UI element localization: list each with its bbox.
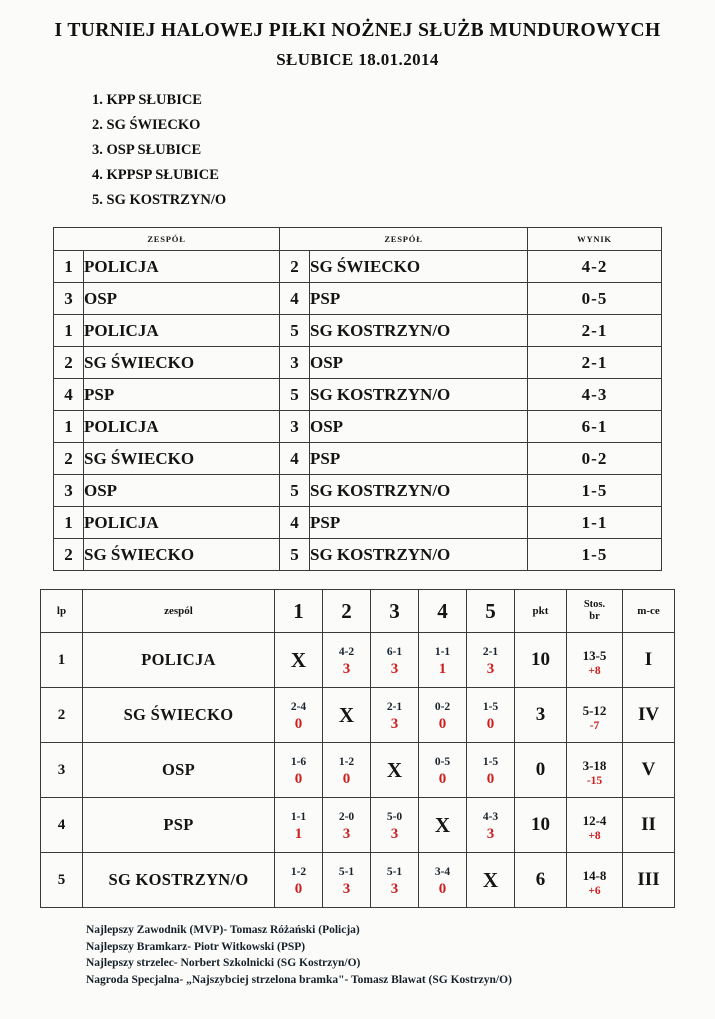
table-row <box>41 798 675 853</box>
match-score: 6-1 <box>528 411 662 443</box>
header-opponent-4: 4 <box>419 590 467 633</box>
list-item: 4. KPPSP SŁUBICE <box>92 167 219 183</box>
standings-cell <box>467 853 515 908</box>
match-score: 0-5 <box>528 283 662 315</box>
document-title <box>0 0 715 70</box>
header-goal-ratio-line2: br <box>589 611 600 622</box>
match-num-2: 5 <box>280 315 310 347</box>
match-team-1: PSP <box>84 379 280 411</box>
match-score: 1-1 <box>528 507 662 539</box>
standings-cell <box>323 688 371 743</box>
goal-ratio: 3-18 <box>582 757 607 773</box>
standings-cell <box>371 798 419 853</box>
table-row <box>41 688 675 743</box>
cell-points: 3 <box>342 880 351 897</box>
cell-result: 5-0 <box>386 810 403 823</box>
match-num-2: 4 <box>280 283 310 315</box>
match-team-1: POLICJA <box>84 315 280 347</box>
table-row <box>54 443 662 475</box>
table-header-row <box>54 228 662 251</box>
header-points: pkt <box>515 590 567 633</box>
match-num-1: 1 <box>54 507 84 539</box>
cell-result: 3-4 <box>434 865 451 878</box>
standings-rank: 1 <box>41 633 83 688</box>
match-num-1: 1 <box>54 251 84 283</box>
standings-rank: 5 <box>41 853 83 908</box>
cell-result: 1-6 <box>290 755 307 768</box>
standings-rank: 4 <box>41 798 83 853</box>
standings-cell <box>275 743 323 798</box>
standings-points: 10 <box>515 633 567 688</box>
table-row <box>41 853 675 908</box>
match-team-2: OSP <box>310 347 528 379</box>
cell-points: 1 <box>438 660 447 677</box>
cell-points: 3 <box>390 715 399 732</box>
match-team-2: SG ŚWIECKO <box>310 251 528 283</box>
cell-result: 2-4 <box>290 700 307 713</box>
x-marker: X <box>386 758 403 782</box>
list-item: 2. SG ŚWIECKO <box>92 117 201 133</box>
match-team-2: SG KOSTRZYN/O <box>310 315 528 347</box>
standings-cell <box>371 743 419 798</box>
goal-ratio: 13-5 <box>582 647 607 663</box>
standings-place: IV <box>623 688 675 743</box>
cell-points: 0 <box>438 715 447 732</box>
cell-result: 0-5 <box>434 755 451 768</box>
standings-cell <box>275 853 323 908</box>
standings-goal-ratio <box>567 688 623 743</box>
match-num-1: 2 <box>54 539 84 571</box>
list-item: 5. SG KOSTRZYN/O <box>92 192 227 208</box>
cell-result: 6-1 <box>386 645 403 658</box>
match-num-1: 2 <box>54 443 84 475</box>
award-goalkeeper: Najlepszy Bramkarz- Piotr Witkowski (PSP) <box>86 940 306 953</box>
standings-team: POLICJA <box>83 633 275 688</box>
match-team-2: SG KOSTRZYN/O <box>310 539 528 571</box>
x-marker: X <box>482 868 499 892</box>
match-num-2: 5 <box>280 539 310 571</box>
cell-result: 5-1 <box>386 865 403 878</box>
goal-ratio: 12-4 <box>582 812 607 828</box>
goal-difference: +8 <box>588 829 601 842</box>
match-num-1: 1 <box>54 315 84 347</box>
standings-cell <box>419 743 467 798</box>
match-num-1: 2 <box>54 347 84 379</box>
header-opponent-5: 5 <box>467 590 515 633</box>
header-opponent-1: 1 <box>275 590 323 633</box>
standings-place: V <box>623 743 675 798</box>
header-opponent-2: 2 <box>323 590 371 633</box>
match-num-2: 4 <box>280 507 310 539</box>
match-score: 4-3 <box>528 379 662 411</box>
x-marker: X <box>338 703 355 727</box>
match-score: 4-2 <box>528 251 662 283</box>
cell-points: 3 <box>486 660 495 677</box>
header-lp: lp <box>41 590 83 633</box>
table-row <box>54 475 662 507</box>
standings-cell <box>419 798 467 853</box>
list-item: 3. OSP SŁUBICE <box>92 142 202 158</box>
match-team-1: POLICJA <box>84 411 280 443</box>
table-row <box>41 633 675 688</box>
standings-cell <box>275 633 323 688</box>
match-score: 1-5 <box>528 475 662 507</box>
standings-goal-ratio <box>567 633 623 688</box>
cell-points: 0 <box>438 770 447 787</box>
match-score: 1-5 <box>528 539 662 571</box>
cell-points: 0 <box>294 770 303 787</box>
match-num-1: 3 <box>54 475 84 507</box>
match-team-1: SG ŚWIECKO <box>84 443 280 475</box>
standings-rank: 3 <box>41 743 83 798</box>
header-team: zespól <box>83 590 275 633</box>
cell-points: 0 <box>486 715 495 732</box>
cell-result: 0-2 <box>434 700 451 713</box>
standings-cell <box>371 688 419 743</box>
header-opponent-3: 3 <box>371 590 419 633</box>
match-score: 0-2 <box>528 443 662 475</box>
standings-place: I <box>623 633 675 688</box>
standings-cell <box>275 798 323 853</box>
cell-points: 3 <box>390 825 399 842</box>
title-line-2: SŁUBICE 18.01.2014 <box>276 50 439 69</box>
cell-points: 0 <box>294 880 303 897</box>
match-num-1: 3 <box>54 283 84 315</box>
standings-rank: 2 <box>41 688 83 743</box>
award-mvp: Najlepszy Zawodnik (MVP)- Tomasz Różański (Policja) <box>86 924 360 936</box>
cell-points: 3 <box>390 880 399 897</box>
match-team-2: SG KOSTRZYN/O <box>310 475 528 507</box>
goal-difference: -15 <box>586 774 603 787</box>
match-team-1: POLICJA <box>84 507 280 539</box>
match-num-1: 4 <box>54 379 84 411</box>
standings-team: OSP <box>83 743 275 798</box>
match-team-2: SG KOSTRZYN/O <box>310 379 528 411</box>
table-row <box>41 743 675 798</box>
award-top-scorer: Najlepszy strzelec- Norbert Szkolnicki (SG Kostrzyn/O) <box>86 957 361 969</box>
match-team-1: SG ŚWIECKO <box>84 347 280 379</box>
match-team-1: OSP <box>84 283 280 315</box>
cell-points: 3 <box>342 660 351 677</box>
match-num-2: 5 <box>280 475 310 507</box>
table-row <box>54 539 662 571</box>
cell-points: 0 <box>438 880 447 897</box>
standings-points: 0 <box>515 743 567 798</box>
standings-cell <box>371 853 419 908</box>
header-score: WYNIK <box>528 228 662 251</box>
goal-difference: -7 <box>589 719 600 732</box>
match-team-2: OSP <box>310 411 528 443</box>
match-num-2: 5 <box>280 379 310 411</box>
title-line-1: I TURNIEJ HALOWEJ PIŁKI NOŻNEJ SŁUŻB MUNDUROWYCH <box>54 20 661 41</box>
goal-ratio: 5-12 <box>582 702 607 718</box>
match-team-2: PSP <box>310 283 528 315</box>
list-item: 1. KPP SŁUBICE <box>92 92 202 108</box>
cell-points: 3 <box>486 825 495 842</box>
cell-points: 0 <box>342 770 351 787</box>
standings-cell <box>467 743 515 798</box>
award-special: Nagroda Specjalna- „Najszybciej strzelona bramka"- Tomasz Blawat (SG Kostrzyn/O) <box>86 973 512 986</box>
table-row <box>54 411 662 443</box>
standings-cell <box>323 853 371 908</box>
standings-points: 6 <box>515 853 567 908</box>
cell-result: 5-1 <box>338 865 355 878</box>
standings-cell <box>323 743 371 798</box>
match-num-2: 4 <box>280 443 310 475</box>
standings-goal-ratio <box>567 798 623 853</box>
goal-difference: +6 <box>588 884 601 897</box>
match-team-1: POLICJA <box>84 251 280 283</box>
standings-cell <box>371 633 419 688</box>
standings-team: PSP <box>83 798 275 853</box>
match-score: 2-1 <box>528 315 662 347</box>
cell-result: 1-5 <box>482 700 499 713</box>
cell-result: 4-3 <box>482 810 499 823</box>
cell-result: 2-0 <box>338 810 355 823</box>
cell-result: 1-1 <box>290 810 307 823</box>
standings-team: SG KOSTRZYN/O <box>83 853 275 908</box>
cell-result: 1-2 <box>290 865 307 878</box>
cell-result: 2-1 <box>386 700 403 713</box>
standings-cell <box>419 853 467 908</box>
cell-points: 3 <box>342 825 351 842</box>
table-row <box>54 347 662 379</box>
standings-cell <box>467 798 515 853</box>
results-table <box>53 227 662 571</box>
cell-points: 0 <box>486 770 495 787</box>
match-team-1: SG ŚWIECKO <box>84 539 280 571</box>
cell-points: 1 <box>294 825 303 842</box>
standings-cell <box>419 688 467 743</box>
team-list <box>92 88 715 213</box>
standings-cell <box>323 798 371 853</box>
standings-points: 10 <box>515 798 567 853</box>
standings-cell <box>323 633 371 688</box>
match-team-2: PSP <box>310 443 528 475</box>
goal-difference: +8 <box>588 664 601 677</box>
table-row <box>54 251 662 283</box>
standings-team: SG ŚWIECKO <box>83 688 275 743</box>
header-team1: ZESPÓŁ <box>54 228 280 251</box>
table-header-row <box>41 590 675 633</box>
standings-table <box>40 589 675 908</box>
goal-ratio: 14-8 <box>582 867 607 883</box>
standings-cell <box>275 688 323 743</box>
x-marker: X <box>434 813 451 837</box>
match-num-2: 3 <box>280 347 310 379</box>
cell-result: 2-1 <box>482 645 499 658</box>
cell-result: 1-5 <box>482 755 499 768</box>
awards-list <box>86 922 715 988</box>
table-row <box>54 315 662 347</box>
table-row <box>54 283 662 315</box>
table-row <box>54 379 662 411</box>
cell-result: 1-2 <box>338 755 355 768</box>
header-goal-ratio-line1: Stos. <box>583 599 606 610</box>
match-num-2: 3 <box>280 411 310 443</box>
standings-goal-ratio <box>567 853 623 908</box>
cell-points: 3 <box>390 660 399 677</box>
standings-cell <box>467 688 515 743</box>
cell-result: 4-2 <box>338 645 355 658</box>
x-marker: X <box>290 648 307 672</box>
standings-cell <box>467 633 515 688</box>
standings-place: II <box>623 798 675 853</box>
cell-points: 0 <box>294 715 303 732</box>
cell-result: 1-1 <box>434 645 451 658</box>
match-team-2: PSP <box>310 507 528 539</box>
standings-points: 3 <box>515 688 567 743</box>
header-place: m-ce <box>623 590 675 633</box>
match-num-2: 2 <box>280 251 310 283</box>
match-num-1: 1 <box>54 411 84 443</box>
header-goal-ratio <box>567 590 623 633</box>
standings-goal-ratio <box>567 743 623 798</box>
match-team-1: OSP <box>84 475 280 507</box>
standings-place: III <box>623 853 675 908</box>
match-score: 2-1 <box>528 347 662 379</box>
header-team2: ZESPÓŁ <box>280 228 528 251</box>
standings-cell <box>419 633 467 688</box>
table-row <box>54 507 662 539</box>
